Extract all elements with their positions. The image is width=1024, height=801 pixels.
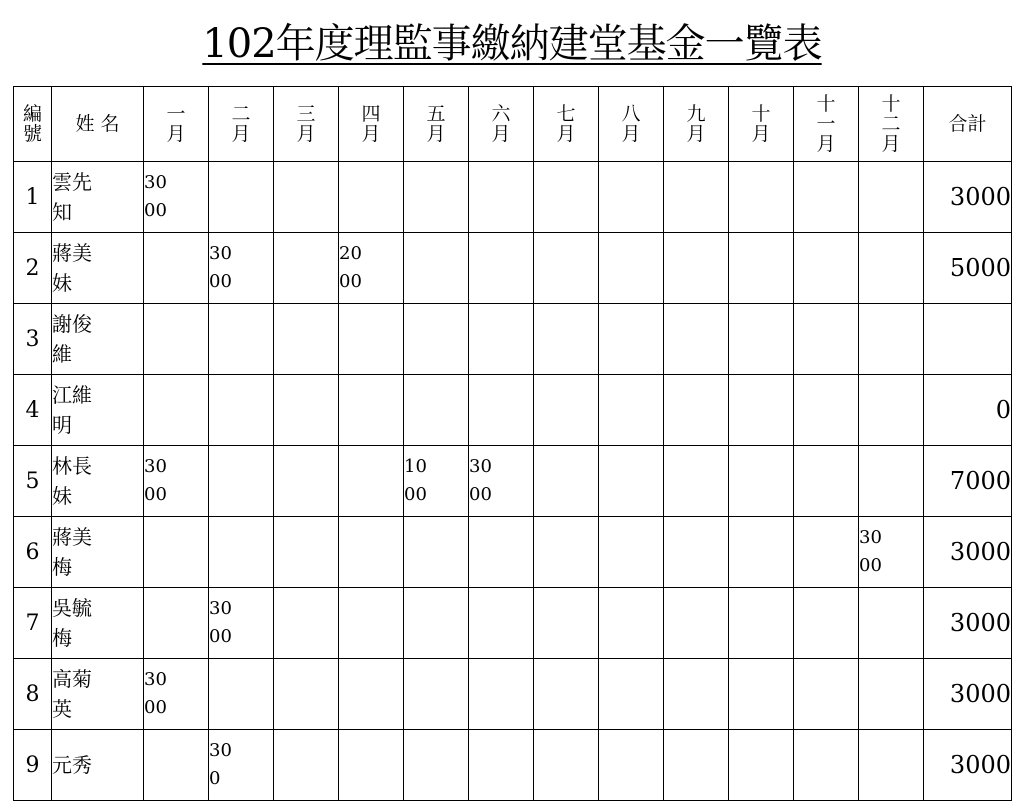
row-total	[924, 375, 1012, 446]
month-amount	[729, 304, 794, 375]
month-amount	[469, 588, 534, 659]
table-row	[14, 375, 1012, 446]
month-amount	[144, 588, 209, 659]
row-total-text: 3000	[949, 680, 1011, 708]
month-amount	[469, 659, 534, 730]
row-total	[924, 162, 1012, 233]
fund-table-body	[14, 162, 1012, 801]
member-name	[52, 304, 144, 375]
month-amount	[664, 588, 729, 659]
month-amount	[274, 588, 339, 659]
row-total-text: 7000	[949, 467, 1011, 495]
month-amount	[729, 233, 794, 304]
month-amount	[859, 730, 924, 801]
month-amount	[664, 659, 729, 730]
month-amount	[339, 588, 404, 659]
row-number: 2	[14, 233, 52, 304]
month-amount	[729, 517, 794, 588]
month-amount	[339, 304, 404, 375]
table-row	[14, 730, 1012, 801]
table-row	[14, 162, 1012, 233]
month-amount-text: 3000	[144, 669, 167, 718]
month-amount	[404, 375, 469, 446]
month-amount	[469, 446, 534, 517]
month-amount	[599, 375, 664, 446]
member-name-text: 雲先知	[52, 170, 92, 224]
month-amount-text: 2000	[339, 243, 362, 292]
month-amount-text: 300	[209, 740, 232, 789]
table-row	[14, 517, 1012, 588]
header-month: 四 月	[339, 87, 404, 162]
member-name-text: 吳毓梅	[52, 596, 92, 650]
row-total-text: 3000	[949, 609, 1011, 637]
month-amount	[599, 517, 664, 588]
member-name	[52, 588, 144, 659]
member-name	[52, 375, 144, 446]
month-amount	[794, 730, 859, 801]
month-amount	[274, 162, 339, 233]
member-name-text: 蔣美梅	[52, 525, 92, 579]
row-total-text: 3000	[949, 183, 1011, 211]
month-amount	[534, 446, 599, 517]
month-amount	[209, 233, 274, 304]
row-number: 6	[14, 517, 52, 588]
month-amount	[274, 375, 339, 446]
row-total	[924, 730, 1012, 801]
row-total	[924, 588, 1012, 659]
header-no: 編 號	[14, 87, 52, 162]
month-amount	[274, 517, 339, 588]
month-amount	[274, 233, 339, 304]
row-number: 4	[14, 375, 52, 446]
member-name-text: 林長妹	[52, 454, 92, 508]
month-amount	[859, 233, 924, 304]
month-amount	[729, 588, 794, 659]
row-number: 8	[14, 659, 52, 730]
month-amount	[144, 162, 209, 233]
table-row	[14, 446, 1012, 517]
month-amount	[534, 659, 599, 730]
member-name-text: 元秀	[52, 753, 92, 777]
month-amount	[469, 730, 534, 801]
month-amount	[404, 233, 469, 304]
month-amount	[274, 304, 339, 375]
month-amount-text: 3000	[209, 598, 232, 647]
month-amount	[404, 446, 469, 517]
month-amount	[144, 446, 209, 517]
header-month: 十 一 月	[794, 87, 859, 162]
header-month: 三 月	[274, 87, 339, 162]
month-amount	[404, 517, 469, 588]
header-month: 九 月	[664, 87, 729, 162]
month-amount	[664, 446, 729, 517]
month-amount	[599, 446, 664, 517]
header-month: 五 月	[404, 87, 469, 162]
table-row	[14, 588, 1012, 659]
member-name	[52, 233, 144, 304]
month-amount	[339, 446, 404, 517]
month-amount	[599, 304, 664, 375]
month-amount	[469, 517, 534, 588]
month-amount-text: 3000	[144, 456, 167, 505]
month-amount	[404, 730, 469, 801]
month-amount	[469, 304, 534, 375]
month-amount	[794, 659, 859, 730]
month-amount	[469, 233, 534, 304]
row-number: 3	[14, 304, 52, 375]
header-row	[14, 87, 1012, 162]
month-amount	[859, 659, 924, 730]
month-amount	[794, 375, 859, 446]
header-total: 合計	[924, 87, 1012, 162]
month-amount	[469, 162, 534, 233]
month-amount	[664, 304, 729, 375]
month-amount	[534, 517, 599, 588]
month-amount	[339, 162, 404, 233]
month-amount	[664, 375, 729, 446]
month-amount	[274, 659, 339, 730]
month-amount	[534, 233, 599, 304]
member-name-text: 高菊英	[52, 667, 92, 721]
month-amount-text: 3000	[144, 172, 167, 221]
month-amount	[144, 375, 209, 446]
month-amount	[859, 162, 924, 233]
month-amount	[209, 446, 274, 517]
month-amount	[534, 304, 599, 375]
member-name-text: 蔣美妹	[52, 241, 92, 295]
month-amount	[599, 233, 664, 304]
month-amount	[339, 375, 404, 446]
month-amount	[859, 588, 924, 659]
month-amount	[339, 517, 404, 588]
member-name-text: 江維明	[52, 383, 92, 437]
month-amount	[209, 730, 274, 801]
member-name-text: 謝俊維	[52, 312, 92, 366]
month-amount	[209, 162, 274, 233]
fund-table	[13, 86, 1012, 801]
row-total	[924, 659, 1012, 730]
month-amount	[534, 730, 599, 801]
month-amount	[144, 517, 209, 588]
member-name	[52, 517, 144, 588]
month-amount	[534, 162, 599, 233]
table-row	[14, 233, 1012, 304]
month-amount	[339, 233, 404, 304]
month-amount	[729, 162, 794, 233]
month-amount-text: 1000	[404, 456, 427, 505]
month-amount	[859, 375, 924, 446]
header-month: 二 月	[209, 87, 274, 162]
month-amount-text: 3000	[209, 243, 232, 292]
month-amount	[599, 730, 664, 801]
month-amount	[794, 162, 859, 233]
table-row	[14, 304, 1012, 375]
month-amount	[209, 375, 274, 446]
row-total	[924, 517, 1012, 588]
month-amount	[144, 233, 209, 304]
month-amount	[404, 304, 469, 375]
month-amount	[209, 304, 274, 375]
month-amount	[209, 588, 274, 659]
member-name	[52, 446, 144, 517]
month-amount	[404, 162, 469, 233]
row-total-text: 5000	[949, 254, 1011, 282]
row-total-text: 3000	[949, 751, 1011, 779]
month-amount	[729, 446, 794, 517]
month-amount	[209, 517, 274, 588]
row-total-text: 3000	[949, 538, 1011, 566]
header-month: 六 月	[469, 87, 534, 162]
row-total-text: 0	[995, 396, 1011, 424]
month-amount	[599, 659, 664, 730]
month-amount	[599, 162, 664, 233]
page-title: 102年度理監事繳納建堂基金一覽表	[202, 21, 822, 67]
table-row	[14, 659, 1012, 730]
header-month: 八 月	[599, 87, 664, 162]
month-amount	[339, 730, 404, 801]
month-amount	[664, 233, 729, 304]
month-amount	[404, 588, 469, 659]
month-amount	[794, 304, 859, 375]
month-amount	[144, 304, 209, 375]
month-amount	[274, 446, 339, 517]
month-amount	[794, 588, 859, 659]
month-amount	[144, 730, 209, 801]
month-amount	[209, 659, 274, 730]
header-month: 十 二 月	[859, 87, 924, 162]
month-amount-text: 3000	[469, 456, 492, 505]
month-amount	[534, 375, 599, 446]
row-total	[924, 446, 1012, 517]
member-name	[52, 730, 144, 801]
month-amount	[729, 730, 794, 801]
month-amount	[664, 730, 729, 801]
month-amount-text: 3000	[859, 527, 882, 576]
month-amount	[859, 304, 924, 375]
month-amount	[534, 588, 599, 659]
month-amount	[729, 659, 794, 730]
month-amount	[339, 659, 404, 730]
header-name: 姓 名	[52, 87, 144, 162]
month-amount	[859, 517, 924, 588]
member-name	[52, 162, 144, 233]
month-amount	[859, 446, 924, 517]
month-amount	[794, 517, 859, 588]
row-number: 7	[14, 588, 52, 659]
month-amount	[144, 659, 209, 730]
month-amount	[469, 375, 534, 446]
header-month: 一 月	[144, 87, 209, 162]
month-amount	[404, 659, 469, 730]
month-amount	[274, 730, 339, 801]
month-amount	[794, 233, 859, 304]
member-name	[52, 659, 144, 730]
row-number: 9	[14, 730, 52, 801]
month-amount	[729, 375, 794, 446]
row-number: 5	[14, 446, 52, 517]
row-number: 1	[14, 162, 52, 233]
month-amount	[794, 446, 859, 517]
month-amount	[664, 517, 729, 588]
month-amount	[664, 162, 729, 233]
row-total	[924, 233, 1012, 304]
row-total	[924, 304, 1012, 375]
month-amount	[599, 588, 664, 659]
header-month: 十 月	[729, 87, 794, 162]
header-month: 七 月	[534, 87, 599, 162]
